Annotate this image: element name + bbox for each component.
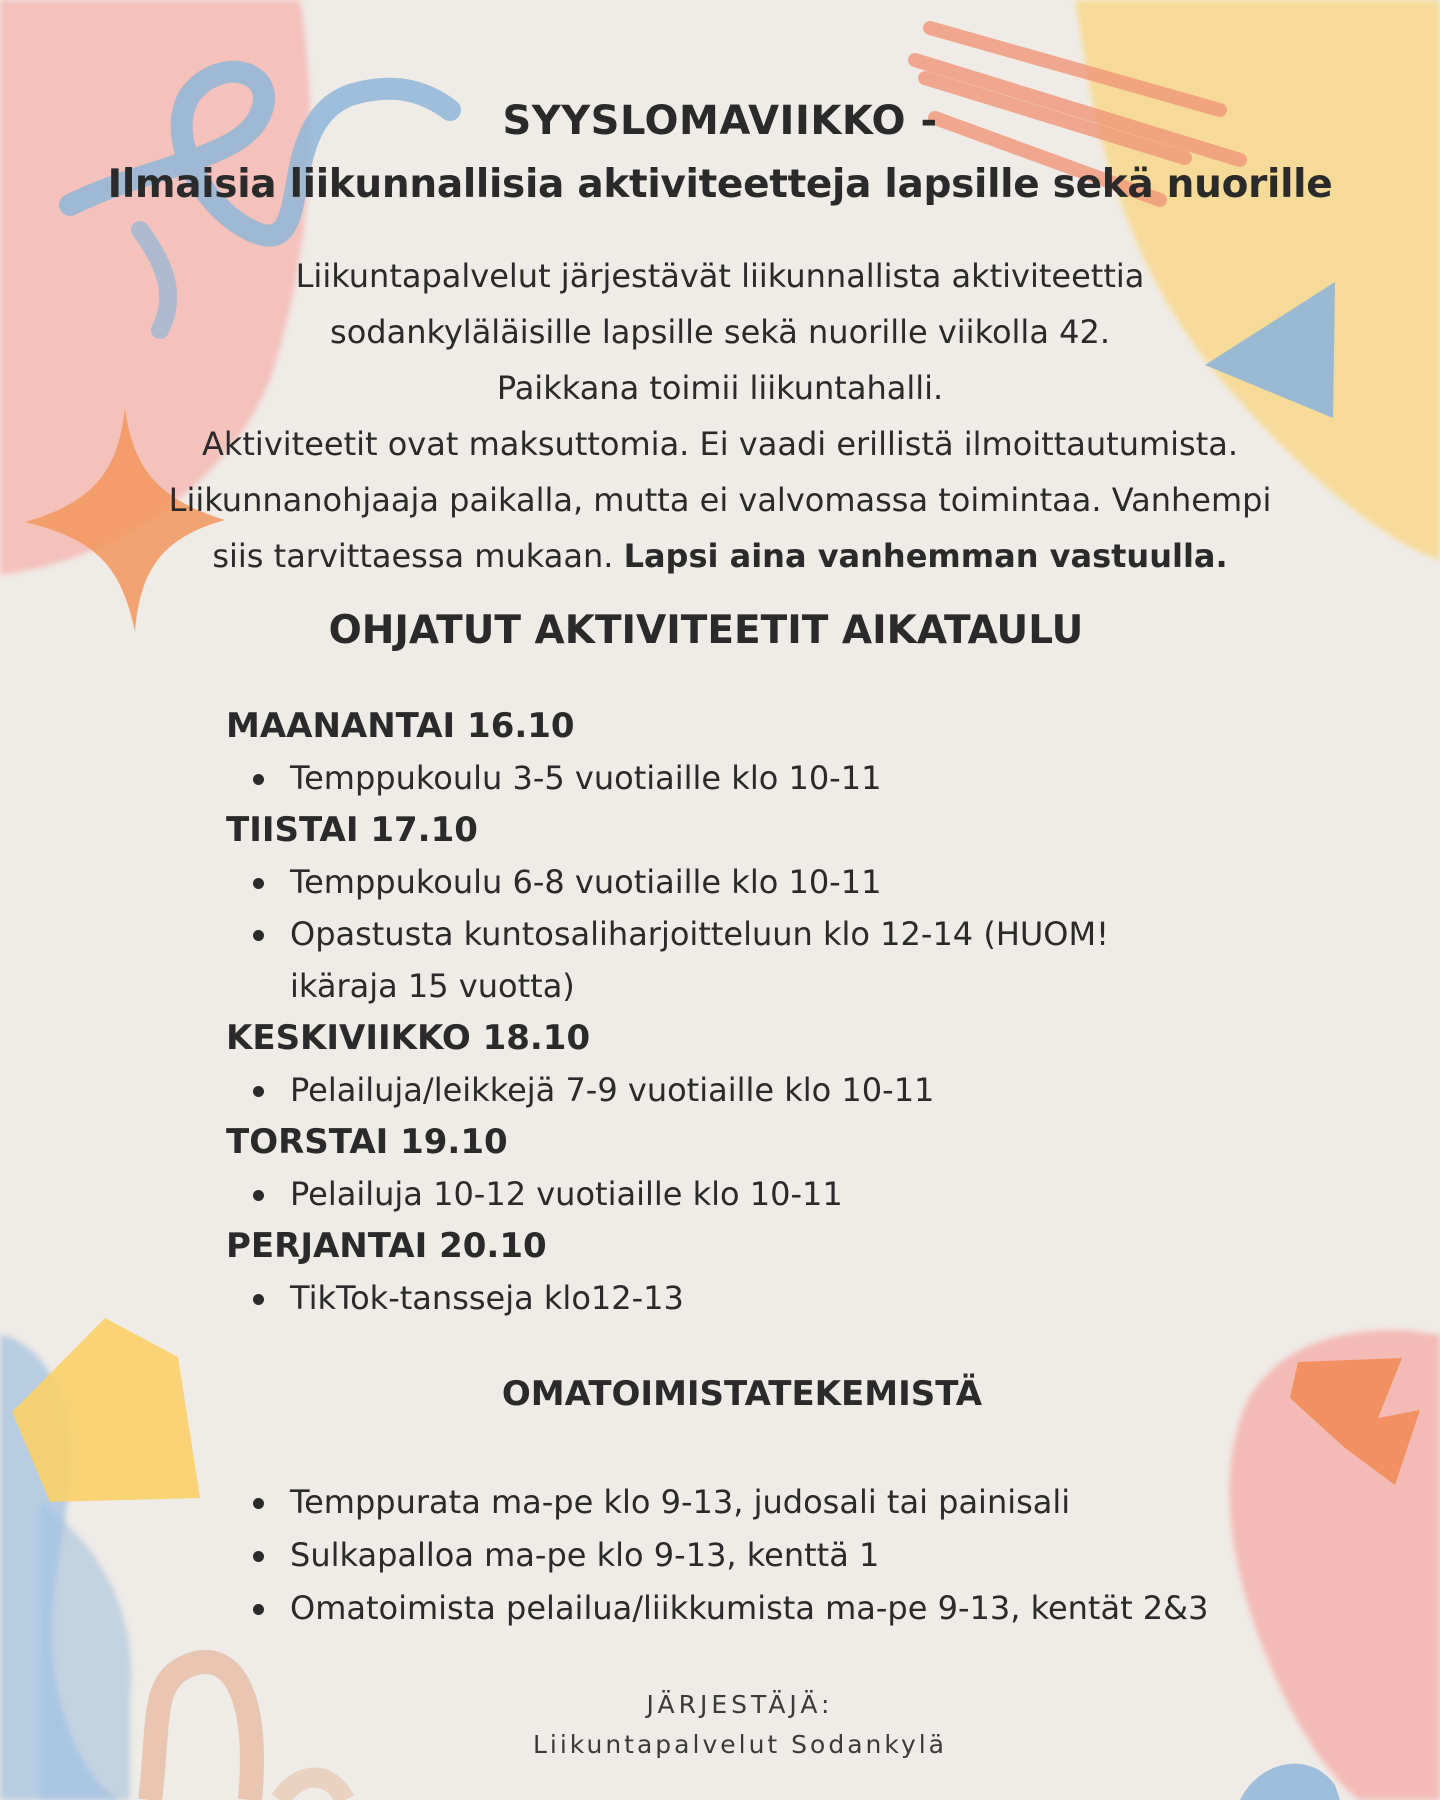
schedule-heading: OHJATUT AKTIVITEETIT AIKATAULU [328,608,1084,653]
day-items [226,1168,1226,1220]
day-heading: PERJANTAI 20.10 [226,1226,547,1266]
list-item: Sulkapalloa ma-pe klo 9-13, kenttä 1 [226,1529,1326,1582]
intro-text [0,248,1440,584]
intro-line-normal: siis tarvittaessa mukaan. [212,537,624,575]
day-heading: KESKIVIIKKO 18.10 [226,1018,591,1058]
poster-title: SYYSLOMAVIIKKO - [502,98,938,144]
list-item-text: Opastusta kuntosaliharjoitteluun klo 12-14 (HUOM! [290,915,1109,953]
list-item: Pelailuja/leikkejä 7-9 vuotiaille klo 10-11 [226,1064,1226,1116]
day-items [226,856,1226,1012]
day-items [226,1064,1226,1116]
intro-line: Liikuntapalvelut järjestävät liikunnallista aktiviteettia [295,257,1145,295]
list-item: Omatoimista pelailua/liikkumista ma-pe 9-13, kentät 2&3 [226,1582,1326,1635]
intro-line [0,528,1440,584]
intro-line: sodankyläläisille lapsille sekä nuorille viikolla 42. [330,313,1110,351]
self-activities-list [226,1476,1326,1635]
list-item: Temppurata ma-pe klo 9-13, judosali tai painisali [226,1476,1326,1529]
intro-line: Aktiviteetit ovat maksuttomia. Ei vaadi erillistä ilmoittautumista. [201,425,1239,463]
day-items [226,1272,1226,1324]
list-item [226,908,1226,1012]
list-item: Temppukoulu 6-8 vuotiaille klo 10-11 [226,856,1226,908]
day-items [226,752,1226,804]
list-item-text-continued: ikäraja 15 vuotta) [290,967,575,1005]
list-item: Temppukoulu 3-5 vuotiaille klo 10-11 [226,752,1226,804]
schedule-list [226,700,1226,1324]
organizer-name: Liikuntapalvelut Sodankylä [532,1730,948,1759]
list-item: TikTok-tansseja klo12-13 [226,1272,1226,1324]
intro-line: Paikkana toimii liikuntahalli. [496,369,944,407]
list-item: Pelailuja 10-12 vuotiaille klo 10-11 [226,1168,1226,1220]
day-heading: MAANANTAI 16.10 [226,706,575,746]
poster-subtitle: Ilmaisia liikunnallisia aktiviteetteja lapsille sekä nuorille [107,162,1333,207]
intro-line-emphasis: Lapsi aina vanhemman vastuulla. [623,537,1228,575]
organizer-label: JÄRJESTÄJÄ: [646,1690,834,1719]
self-activities-heading: OMATOIMISTATEKEMISTÄ [501,1374,983,1414]
day-heading: TIISTAI 17.10 [226,810,478,850]
day-heading: TORSTAI 19.10 [226,1122,508,1162]
intro-line: Liikunnanohjaaja paikalla, mutta ei valvomassa toimintaa. Vanhempi [168,481,1272,519]
